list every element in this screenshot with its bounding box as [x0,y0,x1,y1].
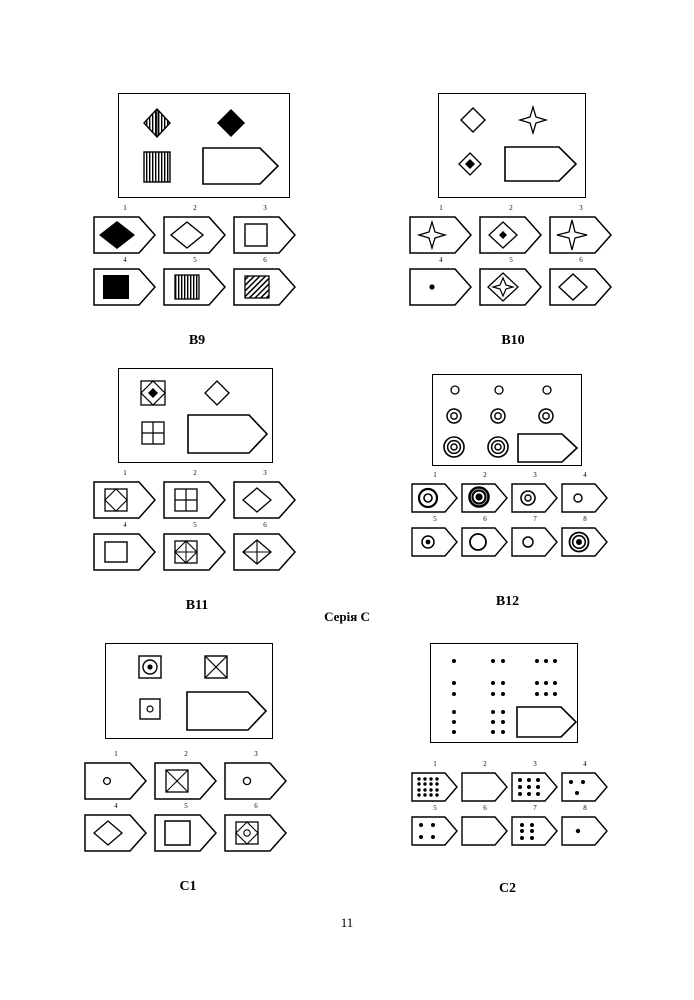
matrix-cell-diamond-in-diamond [451,144,489,184]
puzzle-label-b9: B9 [188,333,206,348]
option-shape [153,813,219,853]
option-number: 2 [193,204,197,212]
matrix-cell-small-circle-3 [533,379,561,401]
puzzle-label-b11: B11 [185,598,209,613]
matrix-cell-triple-circle-2 [481,431,515,463]
options-b10 [408,204,618,330]
option-shape [478,215,544,255]
option-number: 2 [483,471,487,479]
option-number: 6 [254,802,258,810]
matrix-cell-dots-4 [439,676,469,702]
option-number: 8 [583,515,587,523]
options-c1 [83,750,293,876]
option-b10-2[interactable] [478,204,544,255]
matrix-cell-small-circle-2 [485,379,513,401]
option-number: 3 [263,469,267,477]
option-b12-3[interactable] [510,471,560,514]
option-shape [510,815,560,847]
option-number: 6 [483,515,487,523]
option-number: 2 [483,760,487,768]
option-shape [83,813,149,853]
option-b12-2[interactable] [460,471,510,514]
option-b10-6[interactable] [548,256,614,307]
option-shape [460,815,510,847]
matrix-cell-quad-square [133,415,173,451]
option-b9-1[interactable] [92,204,158,255]
option-number: 8 [583,804,587,812]
option-shape [510,482,560,514]
matrix-cell-triple-circle-1 [437,431,471,463]
matrix-frame-b10 [438,93,586,198]
matrix-cell-dots-7 [439,706,469,738]
matrix-cell-dots-2 [483,650,513,672]
option-shape [410,526,460,558]
option-shape [460,482,510,514]
options-b11 [92,469,302,595]
puzzle-b10 [438,93,613,348]
matrix-cell-square-small-circle [130,692,170,726]
matrix-cell-dots-5 [483,676,513,702]
option-shape [560,526,610,558]
option-shape [460,526,510,558]
option-shape [153,761,219,801]
matrix-cell-missing-tag [515,431,581,465]
option-shape [162,480,228,520]
option-c2-4[interactable] [560,760,610,803]
option-c2-8[interactable] [560,804,610,847]
option-b9-4[interactable] [92,256,158,307]
option-shape [408,215,474,255]
option-number: 4 [114,802,118,810]
option-number: 5 [193,256,197,264]
option-b12-4[interactable] [560,471,610,514]
matrix-cell-missing-tag [184,688,270,734]
options-c2 [410,760,605,881]
matrix-cell-striped-square [137,146,177,188]
matrix-cell-double-circle-2 [483,403,513,429]
option-c1-1[interactable] [83,750,149,801]
matrix-cell-black-diamond [211,104,251,142]
option-shape [232,215,298,255]
page-number: 11 [340,915,354,930]
matrix-cell-double-circle-1 [439,403,469,429]
matrix-frame-c1 [105,643,273,739]
option-number: 1 [114,750,118,758]
option-number: 4 [583,471,587,479]
option-shape [410,815,460,847]
puzzle-c2 [430,643,615,898]
matrix-frame-b11 [118,368,273,463]
matrix-cell-diamond-in-square [133,375,173,411]
option-c2-5[interactable] [410,804,460,847]
option-c2-1[interactable] [410,760,460,803]
option-c1-5[interactable] [153,802,219,853]
puzzle-label-c1: C1 [179,879,197,894]
option-shape [408,267,474,307]
option-number: 5 [184,802,188,810]
option-c1-4[interactable] [83,802,149,853]
option-b10-3[interactable] [548,204,614,255]
matrix-cell-diamond [453,102,493,138]
puzzle-b11 [118,368,293,623]
option-number: 7 [533,804,537,812]
option-b12-6[interactable] [460,515,510,558]
option-c2-3[interactable] [510,760,560,803]
option-c1-3[interactable] [223,750,289,801]
option-shape [410,482,460,514]
options-b9 [92,204,302,330]
option-number: 2 [184,750,188,758]
option-shape [510,526,560,558]
option-shape [162,267,228,307]
option-number: 1 [123,204,127,212]
option-b11-2[interactable] [162,469,228,520]
option-b9-5[interactable] [162,256,228,307]
option-number: 3 [533,760,537,768]
option-c1-6[interactable] [223,802,289,853]
matrix-cell-dots-8 [483,706,513,738]
option-number: 5 [193,521,197,529]
option-shape [92,215,158,255]
matrix-cell-missing-tag [515,704,579,740]
matrix-cell-double-circle-3 [531,403,561,429]
option-b9-6[interactable] [232,256,298,307]
option-shape [478,267,544,307]
option-number: 3 [533,471,537,479]
option-b11-5[interactable] [162,521,228,572]
option-shape [548,267,614,307]
option-number: 6 [263,256,267,264]
option-b12-8[interactable] [560,515,610,558]
option-shape [92,480,158,520]
puzzle-label-c2: C2 [498,881,517,896]
option-shape [460,771,510,803]
option-number: 1 [123,469,127,477]
option-shape [83,761,149,801]
option-c1-2[interactable] [153,750,219,801]
option-number: 5 [433,515,437,523]
option-shape [232,267,298,307]
option-shape [223,761,289,801]
matrix-cell-small-circle-1 [441,379,469,401]
option-number: 1 [433,760,437,768]
matrix-cell-missing-tag [201,144,281,188]
option-number: 1 [439,204,443,212]
option-b10-4[interactable] [408,256,474,307]
series-heading: Серія С [324,609,370,624]
option-shape [162,532,228,572]
option-b10-5[interactable] [478,256,544,307]
matrix-cell-diamond [197,375,237,411]
option-number: 5 [509,256,513,264]
matrix-cell-dots-3 [529,650,563,672]
option-shape [162,215,228,255]
option-shape [92,532,158,572]
matrix-frame-b12 [432,374,582,466]
option-b10-1[interactable] [408,204,474,255]
option-b11-4[interactable] [92,521,158,572]
matrix-cell-star [513,102,553,138]
option-b11-6[interactable] [232,521,298,572]
puzzle-b12 [432,374,617,629]
puzzle-label-b10: B10 [501,333,525,348]
option-number: 2 [509,204,513,212]
option-shape [560,815,610,847]
matrix-cell-dots-1 [439,650,469,672]
option-b11-1[interactable] [92,469,158,520]
option-b12-5[interactable] [410,515,460,558]
puzzle-b9 [118,93,293,348]
option-shape [548,215,614,255]
matrix-frame-b9 [118,93,290,198]
option-b12-1[interactable] [410,471,460,514]
option-c2-6[interactable] [460,804,510,847]
option-shape [410,771,460,803]
option-number: 1 [433,471,437,479]
option-number: 4 [439,256,443,264]
option-b9-3[interactable] [232,204,298,255]
matrix-cell-square-diagonals [196,650,236,684]
option-b12-7[interactable] [510,515,560,558]
option-number: 6 [263,521,267,529]
option-number: 6 [483,804,487,812]
option-number: 4 [123,521,127,529]
option-shape [92,267,158,307]
option-shape [232,532,298,572]
matrix-cell-square-circle-dot [130,650,170,684]
option-number: 2 [193,469,197,477]
matrix-cell-missing-tag [501,142,581,186]
option-b9-2[interactable] [162,204,228,255]
puzzle-label-b12: B12 [495,594,520,609]
matrix-frame-c2 [430,643,578,743]
option-shape [510,771,560,803]
matrix-cell-dots-6 [529,676,563,702]
option-number: 7 [533,515,537,523]
option-number: 5 [433,804,437,812]
option-number: 3 [579,204,583,212]
option-number: 6 [579,256,583,264]
option-b11-3[interactable] [232,469,298,520]
option-shape [223,813,289,853]
option-c2-7[interactable] [510,804,560,847]
matrix-cell-missing-tag [185,411,271,457]
option-c2-2[interactable] [460,760,510,803]
matrix-cell-striped-diamond [137,104,177,142]
option-shape [232,480,298,520]
options-b12 [410,471,605,592]
option-number: 3 [263,204,267,212]
option-shape [560,771,610,803]
option-number: 4 [123,256,127,264]
puzzle-c1 [105,643,285,898]
option-shape [560,482,610,514]
option-number: 4 [583,760,587,768]
option-number: 3 [254,750,258,758]
